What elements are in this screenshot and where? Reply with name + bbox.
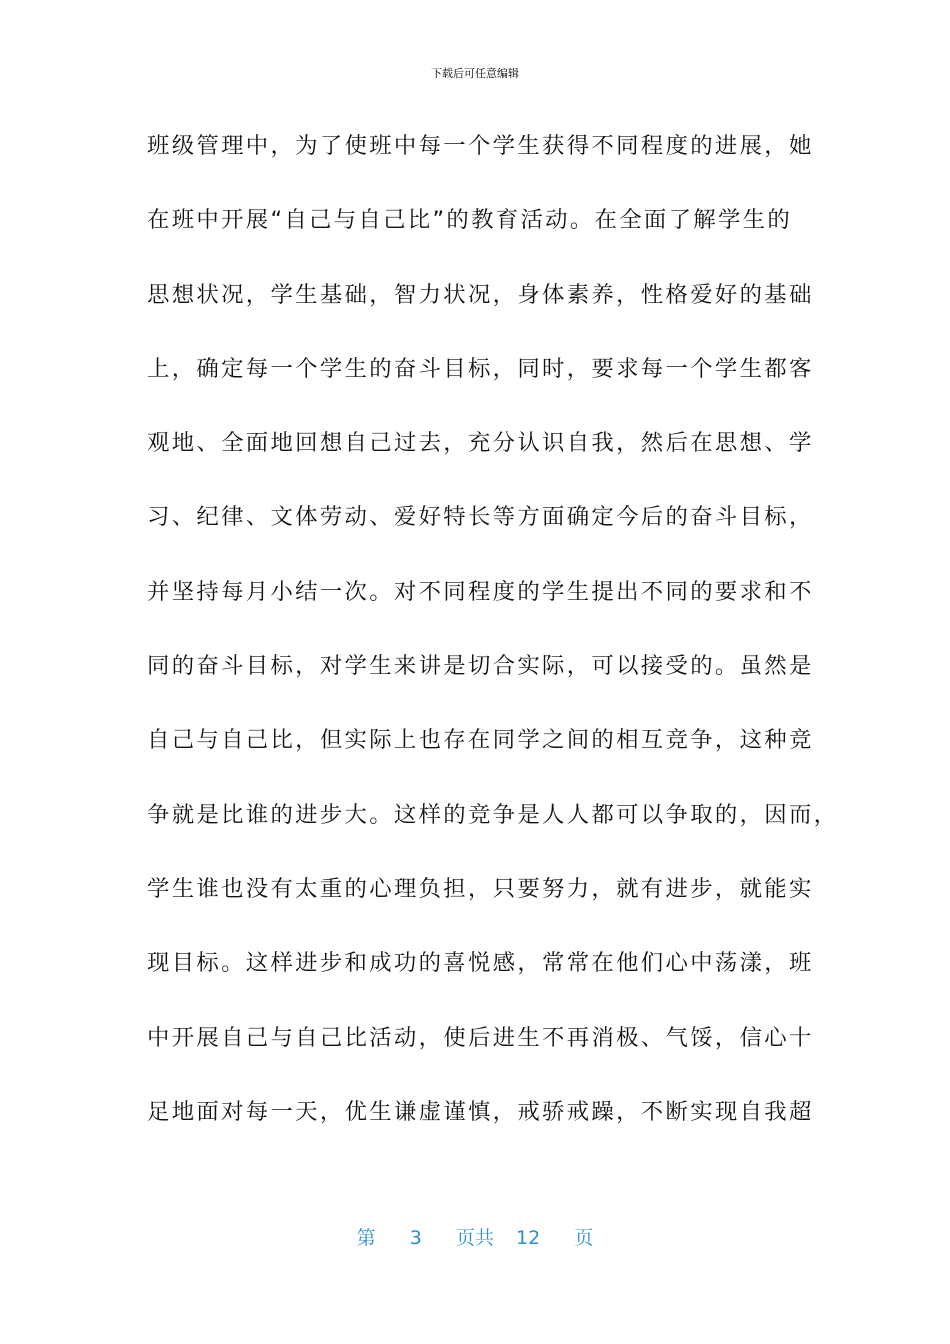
text-line: 并坚持每月小结一次。对不同程度的学生提出不同的要求和不	[147, 578, 814, 605]
text-line: 自己与自己比，但实际上也存在同学之间的相互竞争，这种竞	[147, 727, 814, 754]
text-line: 习、纪律、文体劳动、爱好特长等方面确定今后的奋斗目标，	[147, 504, 814, 531]
current-page-number: 3	[409, 1227, 422, 1249]
body-text	[147, 118, 839, 1158]
text-line: 现目标。这样进步和成功的喜悦感，常常在他们心中荡漾，班	[147, 950, 814, 977]
text-line: 上，确定每一个学生的奋斗目标，同时，要求每一个学生都客	[147, 355, 814, 382]
header-text: 下载后可任意编辑	[431, 67, 519, 80]
text-line: 学生谁也没有太重的心理负担，只要努力，就有进步，就能实	[147, 875, 814, 902]
footer-suffix: 页	[574, 1227, 594, 1249]
total-pages-number: 12	[516, 1227, 541, 1249]
text-line: 班级管理中，为了使班中每一个学生获得不同程度的进展，她	[147, 133, 814, 159]
text-line: 同的奋斗目标，对学生来讲是切合实际，可以接受的。虽然是	[147, 653, 814, 680]
page-footer	[0, 1224, 950, 1252]
text-line: 争就是比谁的进步大。这样的竞争是人人都可以争取的，因而，	[147, 801, 839, 828]
page-header	[0, 66, 950, 82]
footer-prefix: 第	[356, 1227, 376, 1249]
text-line: 足地面对每一天，优生谦虚谨慎，戒骄戒躁，不断实现自我超	[147, 1098, 814, 1125]
text-line: 中开展自己与自己比活动，使后进生不再消极、气馁，信心十	[147, 1024, 814, 1051]
text-line: 在班中开展“自己与自己比”的教育活动。在全面了解学生的	[147, 207, 793, 234]
text-line: 观地、全面地回想自己过去，充分认识自我，然后在思想、学	[147, 430, 814, 457]
footer-middle: 页共	[455, 1227, 494, 1249]
text-line: 思想状况，学生基础，智力状况，身体素养，性格爱好的基础	[147, 281, 814, 308]
